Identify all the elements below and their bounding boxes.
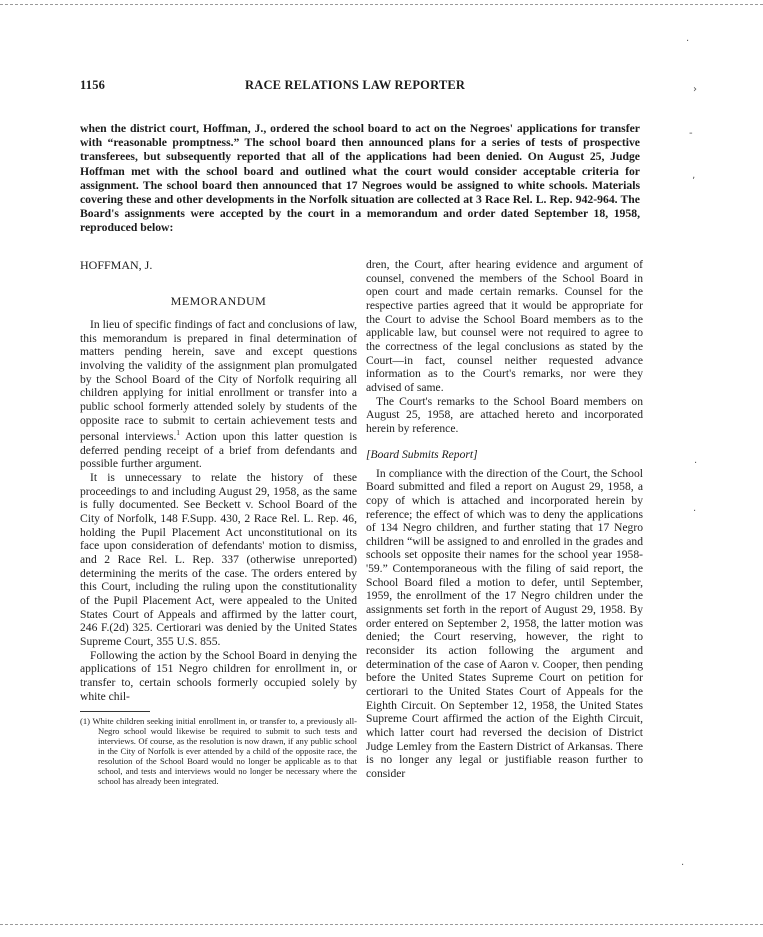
scan-speck: ʼ [692, 176, 696, 187]
paragraph-text: In lieu of specific findings of fact and conclusions of law, this memorandum is prepared in final determination of matters pending herein, save and except questions involving the validity of the assignment plan promulgated by the School Board of the City of Norfolk requiring all children applying for initial enrollment or transfer into a public school formerly attended solely by students of the opposite race to submit to certain achievement tests and personal interviews. [80, 318, 357, 444]
scan-speck: · [694, 458, 698, 469]
footnote-marker: 1 [176, 429, 180, 438]
judge-name: HOFFMAN, J. [80, 258, 153, 272]
running-head: RACE RELATIONS LAW REPORTER [245, 78, 466, 92]
paragraph: In compliance with the direction of the Court, the School Board submitted and filed a report on August 29, 1958, a copy of which is attached and incorporated herein by reference; the effect of which was to deny the applications of 134 Negro children, and further stating that 17 Negro children “will be assigned to and enrolled in the grades and schools set opposite their names for the school year 1958-'59.” Contemporaneous with the filing of said report, the School Board filed a motion to defer, until September, 1959, the enrollment of the 17 Negro children under the assignments set forth in the report of August 29, 1958. By order entered on September 2, 1958, the latter motion was denied; the Court reserving, however, the right to reconsider its action following the argument and determination of the case of Aaron v. Cooper, then pending before the United States Supreme Court on petition for certiorari to the United States Court of Appeals for the Eighth Circuit. On September 12, 1958, the United States Supreme Court affirmed the action of the Eighth Circuit, which latter court had reversed the decision of District Judge Lemley from the Eastern District of Arkansas. There is no longer any legal or justifiable reason further to consider [366, 466, 643, 780]
footnote: (1) White children seeking initial enrollment in, or transfer to, a previously all-Negro school would likewise be required to submit to such tests and interviews. Of course, as the resolution is now drawn, if any public school in the City of Norfolk is ever attended by a child of the opposite race, the resolution of the School Board would no longer be applicable as to that school, and tests and interviews would no longer be necessary where the school has already been integrated. [80, 716, 357, 787]
paragraph-text: Action upon this latter question is deferred pending receipt of a brief from defendants and possible further argument. [80, 430, 357, 471]
scan-speck: › [693, 84, 697, 95]
section-subheading: [Board Submits Report] [366, 447, 478, 461]
left-column [80, 258, 357, 786]
paragraph: Following the action by the School Board in denying the applications of 151 Negro children for enrollment in, or transfer to, certain schools formerly occupied solely by white chil- [80, 648, 357, 703]
memorandum-heading: MEMORANDUM [170, 294, 267, 308]
paragraph: dren, the Court, after hearing evidence and argument of counsel, convened the members of the School Board in open court and made certain remarks. Counsel for the respective parties agreed that it would be appropriate for the Court to advise the School Board members as to the applicable law, but counsel were not required to agree to the correctness of the legal conclusions as stated by the Court—in fact, counsel neither requested advance information as to the Court's remarks, nor were they advised of same. [366, 258, 643, 394]
paragraph: It is unnecessary to relate the history of these proceedings to and including August 29, 1958, as the same is fully documented. See Beckett v. School Board of the City of Norfolk, 148 F.Supp. 430, 2 Race Rel. L. Rep. 46, holding the Pupil Placement Act unconstitutional on its face upon consideration of defendants' motion to dismiss, and 2 Race Rel. L. Rep. 337 (otherwise unreported) determining the merits of the case. The orders entered by this Court, including the ruling upon the constitutionality of the Pupil Placement Act, were appealed to the United States Court of Appeals and affirmed by the latter court, 246 F.(2d) 325. Certiorari was denied by the United States Supreme Court, 355 U.S. 855. [80, 471, 357, 648]
footnote-divider [80, 711, 150, 712]
scan-speck: · [686, 36, 690, 47]
scan-speck: · [681, 860, 685, 871]
scan-speck: · [693, 506, 697, 517]
paragraph [80, 318, 357, 471]
page-header [80, 78, 680, 96]
paragraph: The Court's remarks to the School Board members on August 25, 1958, are attached hereto and incorporated herein by reference. [366, 394, 643, 435]
page-number: 1156 [80, 78, 106, 92]
scan-speck: - [689, 128, 693, 139]
editorial-intro: when the district court, Hoffman, J., ordered the school board to act on the Negroes' applications for transfer with “reasonable promptness.” The school board then announced plans for a series of tests of prospective transferees, but subsequently reported that all of the applications had been denied. On August 25, Judge Hoffman met with the school board and outlined what the court would consider acceptable criteria for assignment. The school board then announced that 17 Negroes would be assigned to white schools. Materials covering these and other developments in the Norfolk situation are collected at 3 Race Rel. L. Rep. 942-964. The Board's assignments were accepted by the court in a memorandum and order dated September 18, 1958, reproduced below: [80, 122, 640, 235]
bottom-edge-line [0, 924, 763, 925]
right-column [366, 258, 643, 781]
top-edge-line [0, 4, 763, 5]
